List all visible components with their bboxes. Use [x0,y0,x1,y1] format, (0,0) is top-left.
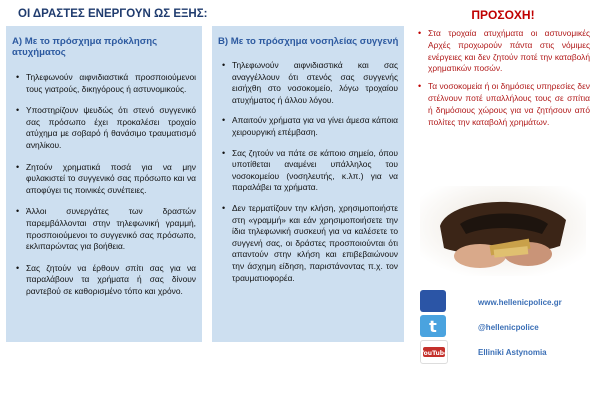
warning-item: • Στα τροχαία ατυχήματα οι αστυνομικές Αρχές προχωρούν πάντα στις νόμιμες ενέργειες και δεν ζητούν ποτέ την καταβολή χρηματικών ποσών. [418,28,590,75]
list-item: • Άλλοι συνεργάτες των δραστών παρεμβάλλονται στην τηλεφωνική γραμμή, προσποιούμενοι το συγγενικό σας πρόσωπο, εκλιπαρώντας για βοήθεια. [14,206,196,252]
warning-item: • Τα νοσοκομεία ή οι δημόσιες υπηρεσίες δεν στέλνουν ποτέ υπαλλήλους τους σε σπίτια ή δημόσιους χώρους για να ζητήσουν από πολίτες την καταβολή χρημάτων. [418,81,590,128]
column-accident-pretext [6,26,202,342]
list-item: • Απαιτούν χρήματα για να γίνει άμεσα κάποια χειρουργική επέμβαση. [220,115,398,138]
column-a-title: Α) Με το πρόσχημα πρόκλησης ατυχήματος [12,36,158,58]
website-link[interactable]: www.hellenicpolice.gr [478,298,562,307]
column-b-list [212,60,404,284]
youtube-channel[interactable]: Elliniki Astynomia [478,348,547,357]
list-item: • Ζητούν χρηματικά ποσά για να μην φυλακιστεί το συγγενικό σας πρόσωπο και να αποφύγει τις ποινικές συνέπειες. [14,162,196,197]
svg-text:YouTube: YouTube [421,350,447,357]
svg-text:t: t [429,317,437,336]
warning-section [410,8,596,128]
twitter-handle[interactable]: @hellenicpolice [478,323,539,332]
list-item: • Δεν τερματίζουν την κλήση, χρησιμοποιήστε στη «γραμμή» και εάν χρησιμοποιήσετε την ίδια τηλεφωνική συσκευή για να καλέσετε το συγγενή σας, οι δράστες προσποιούνται ότι απαντούν στην κλήση και επιβεβαιώνουν την άσχημη είδηση, παριστάνοντας π.χ. τον τραυματιοφορέα. [220,203,398,284]
list-item: • Τηλεφωνούν αιφνιδιαστικά και σας αναγγέλλουν ότι στενός σας συγγενής εισήχθη στο νοσοκομείο, λόγω τροχαίου ατυχήματος ή άλλου λόγου. [220,60,398,106]
warning-list [410,28,596,128]
police-site-icon [420,290,446,312]
list-item: • Σας ζητούν να έρθουν σπίτι σας για να παραλάβουν τα χρήματα ή σας δίνουν ραντεβού σε καθορισμένο τόπο και χρόνο. [14,263,196,298]
column-hospital-pretext [212,26,404,342]
list-item: • Υποστηρίζουν ψευδώς ότι στενό συγγενικό σας πρόσωπο έχει προκαλέσει τροχαίο ατύχημα με σοβαρό ή θανάσιμο τραυματισμό ανηλίκου. [14,105,196,151]
twitter-icon [420,315,446,337]
column-a-list [6,72,202,298]
list-item: • Σας ζητούν να πάτε σε κάποιο σημείο, όπου υποτίθεται αναμένει υπάλληλος του νοσοκομείου (νοσηλευτής, κ.λπ.) για να παραλάβει τα χρήματα. [220,148,398,194]
warning-title: ΠΡΟΣΟΧΗ! [471,8,535,22]
wallet-money-photo [420,186,586,276]
list-item: • Τηλεφωνούν αιφνιδιαστικά προσποιούμενοι τους γιατρούς, δικηγόρους ή αστυνομικούς. [14,72,196,95]
column-b-title: Β) Με το πρόσχημα νοσηλείας συγγενή [218,36,399,47]
youtube-icon [420,340,448,364]
main-heading: ΟΙ ΔΡΑΣΤΕΣ ΕΝΕΡΓΟΥΝ ΩΣ ΕΞΗΣ: [18,8,208,20]
